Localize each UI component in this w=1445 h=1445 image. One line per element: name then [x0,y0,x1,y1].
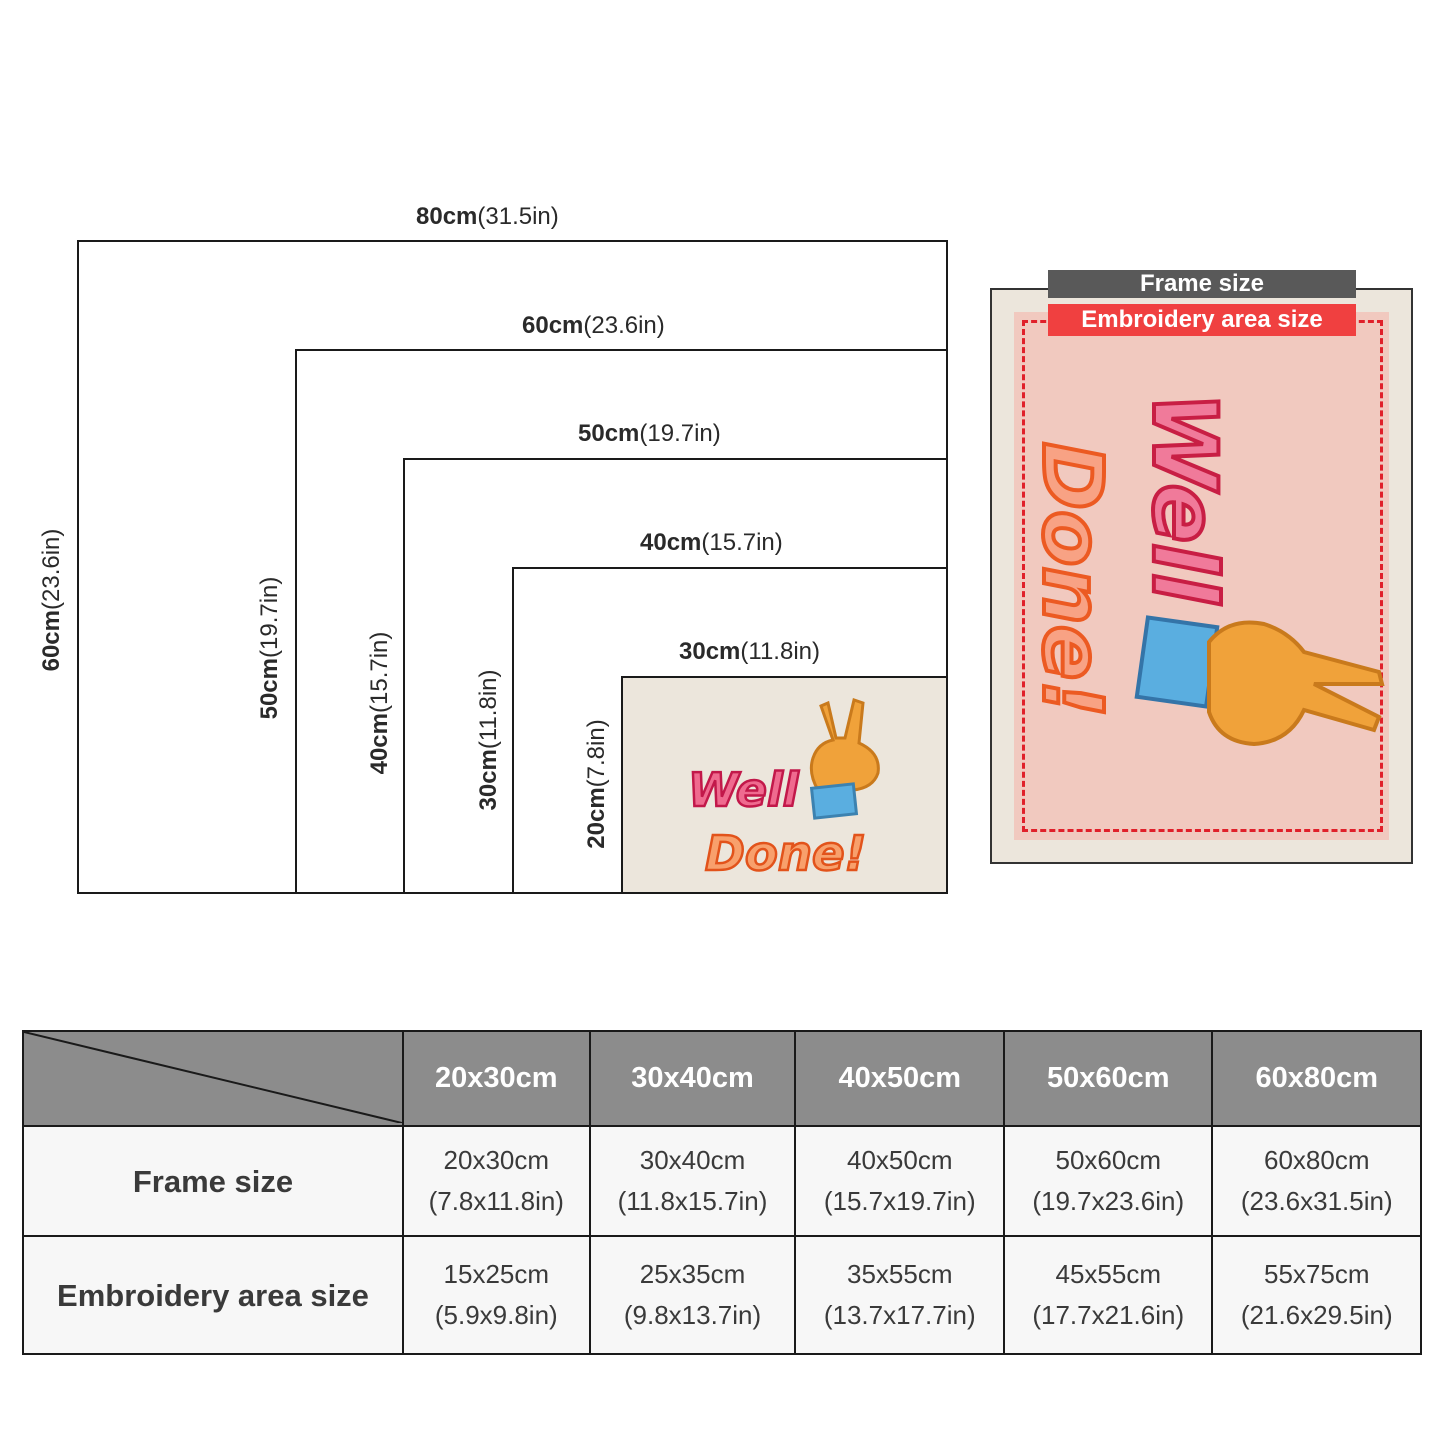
width-label-30: 30cm(11.8in) [679,638,820,665]
table-cell: 55x75cm (21.6x29.5in) [1212,1236,1421,1354]
height-label-30: 30cm(11.8in) [475,669,502,811]
row-label: Frame size [23,1126,403,1236]
width-label-50: 50cm(19.7in) [578,420,721,447]
width-label-80: 80cm(31.5in) [416,203,559,230]
width-label-40: 40cm(15.7in) [640,529,783,556]
small-artwork [623,678,946,892]
column-header: 60x80cm [1212,1031,1421,1126]
large-artwork [1014,312,1393,844]
row-label: Embroidery area size [23,1236,403,1354]
frame-size-badge: Frame size [1048,270,1356,298]
artwork-word-well: Well [688,763,799,817]
table-cell: 50x60cm (19.7x23.6in) [1004,1126,1213,1236]
frame-photo [990,288,1413,864]
table-corner-cell [23,1031,403,1126]
table-row-frame-size [23,1126,1421,1236]
table-cell: 40x50cm (15.7x19.7in) [795,1126,1004,1236]
corner-diagonal [24,1032,402,1123]
height-label-40: 40cm(15.7in) [366,631,393,775]
large-word-done: Done! [1024,442,1119,718]
column-header: 20x30cm [403,1031,590,1126]
table-header-row [23,1031,1421,1126]
artwork-word-done: Done! [705,826,867,882]
column-header: 50x60cm [1004,1031,1213,1126]
column-header: 30x40cm [590,1031,796,1126]
table-cell: 45x55cm (17.7x21.6in) [1004,1236,1213,1354]
width-label-60: 60cm(23.6in) [522,312,665,339]
table-cell: 25x35cm (9.8x13.7in) [590,1236,796,1354]
embroidery-area-badge: Embroidery area size [1048,304,1356,336]
table-cell: 60x80cm (23.6x31.5in) [1212,1126,1421,1236]
column-header: 40x50cm [795,1031,1004,1126]
table-cell: 35x55cm (13.7x17.7in) [795,1236,1004,1354]
table-cell: 20x30cm (7.8x11.8in) [403,1126,590,1236]
large-word-well: Well [1133,392,1236,604]
table-cell: 30x40cm (11.8x15.7in) [590,1126,796,1236]
height-label-50: 50cm(19.7in) [256,576,283,720]
peace-hand-icon [811,700,878,818]
height-label-60: 60cm(23.6in) [38,528,65,672]
table-cell: 15x25cm (5.9x9.8in) [403,1236,590,1354]
height-label-20: 20cm(7.8in) [583,719,610,849]
large-peace-hand-icon [1137,618,1382,744]
size-table [22,1030,1422,1355]
table-row-embroidery-area [23,1236,1421,1354]
